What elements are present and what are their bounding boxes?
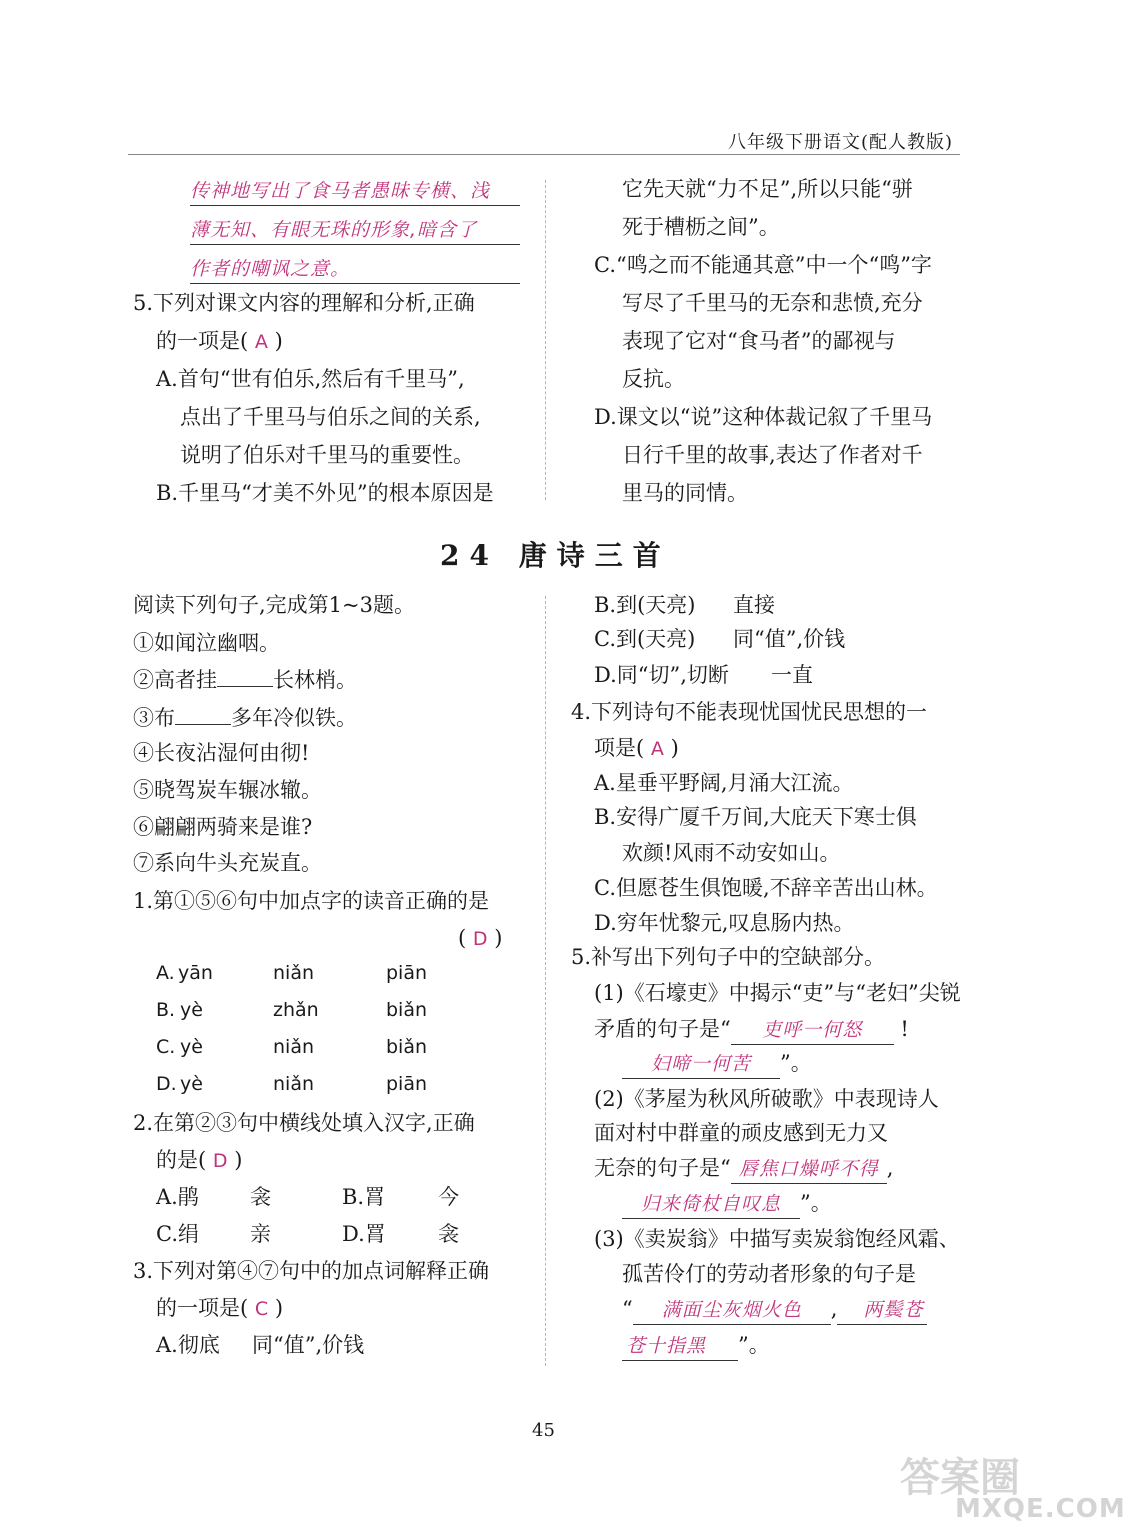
q2-answer: D [212, 1150, 228, 1172]
q5-3-line-3: “ 满面尘灰烟火色 , 两鬓苍 [622, 1296, 927, 1325]
q3-option-b-2: 直接 [733, 593, 775, 617]
q1-answer: D [472, 928, 488, 950]
sentence-7: ⑦系向牛头充炭直。 [133, 851, 322, 875]
q1-option-b-3: biǎn [386, 999, 428, 1021]
q1-option-d-1: yè [180, 1073, 203, 1095]
q3-answer: C [254, 1298, 269, 1320]
q1-option-d-3: piān [386, 1073, 428, 1095]
q5-option-a-line-3: 说明了伯乐对千里马的重要性。 [180, 443, 474, 467]
q5-1-answer-1: 吏呼一何怒 [731, 1017, 894, 1045]
q5-3-answer-2a: 两鬓苍 [837, 1297, 927, 1325]
watermark-brand: 答案圈 [900, 1455, 1020, 1501]
sentence-5: ⑤晓驾炭车辗冰辙。 [133, 778, 322, 802]
q5-2-line-1: (2)《茅屋为秋风所破歌》中表现诗人 [594, 1087, 939, 1111]
q3-option-d: D.同“切”,切断 [594, 663, 729, 687]
q4-option-b-line-2: 欢颜!风雨不动安如山。 [622, 841, 841, 865]
column-divider-top [545, 180, 546, 500]
q5-3-line-1: (3)《卖炭翁》中描写卖炭翁饱经风霜、 [594, 1227, 960, 1251]
q5-fill-stem: 5.补写出下列句子中的空缺部分。 [571, 945, 886, 969]
q3-option-c: C.到(天亮) [594, 627, 696, 651]
option-d-line-2: 日行千里的故事,表达了作者对千 [622, 443, 923, 467]
q1-option-c-2: niǎn [273, 1036, 315, 1058]
q5-2-line-3: 无奈的句子是“ 唇焦口燥呼不得 , [594, 1155, 893, 1184]
q5-2-line-4: 归来倚杖自叹息 ”。 [622, 1190, 832, 1219]
q2-option-d-2: 衾 [438, 1222, 459, 1246]
q4-option-b-line-1: B.安得广厦千万间,大庇天下寒士俱 [594, 805, 917, 829]
option-c-line-3: 表现了它对“食马者”的鄙视与 [622, 329, 896, 353]
q1-answer-bracket: ( D ) [458, 926, 503, 950]
q1-option-d-2: niǎn [273, 1073, 315, 1095]
q1-option-c-1: yè [180, 1036, 203, 1058]
q2-option-c: C.绢 [156, 1222, 199, 1246]
q5-option-a-line-1: A.首句“世有伯乐,然后有千里马”, [156, 367, 465, 391]
q5-option-b: B.千里马“才美不外见”的根本原因是 [156, 481, 494, 505]
q1-option-c-3: biǎn [386, 1036, 428, 1058]
q4-option-d: D.穷年忧黎元,叹息肠内热。 [594, 911, 855, 935]
q4-stem-line-1: 4.下列诗句不能表现忧国忧民思想的一 [571, 700, 928, 724]
q5-1-line-3: 妇啼一何苦 ”。 [622, 1050, 812, 1079]
option-c-line-1: C.“鸣之而不能通其意”中一个“鸣”字 [594, 253, 932, 277]
q5-1-line-1: (1)《石壕吏》中揭示“吏”与“老妇”尖锐 [594, 981, 961, 1005]
q1-option-a-label: A. [156, 962, 175, 984]
q1-option-a-2: niǎn [273, 962, 315, 984]
q2-option-b-2: 今 [438, 1185, 459, 1209]
q5-stem-line-2: 的一项是( A ) [156, 329, 283, 353]
watermark-url: MXQE.COM [955, 1494, 1126, 1524]
handwritten-answer-line-2: 薄无知、有眼无珠的形象,暗含了 [190, 215, 520, 245]
reading-intro: 阅读下列句子,完成第1~3题。 [133, 593, 415, 617]
q2-stem-line-1: 2.在第②③句中横线处填入汉字,正确 [133, 1111, 475, 1135]
option-d-line-3: 里马的同情。 [622, 481, 748, 505]
q3-stem-line-2: 的一项是( C ) [156, 1296, 284, 1320]
q5-1-line-2: 矛盾的句子是“ 吏呼一何怒 ! [594, 1016, 909, 1045]
sentence-2: ②高者挂 长林梢。 [133, 668, 357, 692]
q3-option-a: A.彻底 [156, 1333, 220, 1357]
q5-1-answer-2: 妇啼一何苦 [622, 1051, 780, 1079]
book-header-title: 八年级下册语文(配人教版) [728, 132, 954, 153]
q1-option-b-label: B. [156, 999, 176, 1021]
column-divider-bottom [545, 596, 546, 1366]
q4-option-a: A.星垂平野阔,月涌大江流。 [594, 771, 854, 795]
option-c-line-4: 反抗。 [622, 367, 685, 391]
header-divider [128, 154, 960, 155]
section-title: 24 唐诗三首 [440, 539, 671, 572]
option-d-line-1: D.课文以“说”这种体裁记叙了千里马 [594, 405, 933, 429]
blank-line [175, 704, 231, 725]
sentence-3: ③布 多年冷似铁。 [133, 706, 357, 730]
q3-stem-line-1: 3.下列对第④⑦句中的加点词解释正确 [133, 1259, 490, 1283]
q5-3-line-2: 孤苦伶仃的劳动者形象的句子是 [622, 1262, 916, 1286]
q2-option-a: A.鹃 [156, 1185, 199, 1209]
q5-2-answer-1: 唇焦口燥呼不得 [731, 1156, 887, 1184]
q3-option-a-2: 同“值”,价钱 [252, 1333, 365, 1357]
q5-2-line-2: 面对村中群童的顽皮感到无力又 [594, 1121, 888, 1145]
q5-2-answer-2: 归来倚杖自叹息 [622, 1191, 800, 1219]
q5-option-a-line-2: 点出了千里马与伯乐之间的关系, [180, 405, 481, 429]
q1-option-c-label: C. [156, 1036, 176, 1058]
sentence-1: ①如闻泣幽咽。 [133, 631, 280, 655]
handwritten-answer-line-3: 作者的嘲讽之意。 [190, 254, 520, 284]
q1-option-d-label: D. [156, 1073, 177, 1095]
q3-option-b: B.到(天亮) [594, 593, 696, 617]
sentence-6: ⑥翩翩两骑来是谁? [133, 815, 313, 839]
option-b-cont-line-2: 死于槽枥之间”。 [622, 215, 780, 239]
sentence-4: ④长夜沾湿何由彻! [133, 741, 310, 765]
q1-stem: 1.第①⑤⑥句中加点字的读音正确的是 [133, 889, 490, 913]
q5-3-answer-1: 满面尘灰烟火色 [633, 1297, 831, 1325]
option-c-line-2: 写尽了千里马的无奈和悲愤,充分 [622, 291, 923, 315]
q4-answer: A [650, 738, 664, 760]
q1-option-a-1: yān [178, 962, 213, 984]
q3-option-d-2: 一直 [771, 663, 813, 687]
q2-option-d: D.罥 [342, 1222, 386, 1246]
q2-stem-line-2: 的是( D ) [156, 1148, 243, 1172]
q4-stem-line-2: 项是( A ) [594, 736, 679, 760]
q5-3-line-4: 苍十指黑 ”。 [622, 1332, 770, 1361]
q5-stem-line-1: 5.下列对课文内容的理解和分析,正确 [133, 291, 475, 315]
q2-option-c-2: 亲 [250, 1222, 271, 1246]
q3-option-c-2: 同“值”,价钱 [733, 627, 846, 651]
option-b-cont-line-1: 它先天就“力不足”,所以只能“骈 [622, 177, 913, 201]
q5-3-answer-2b: 苍十指黑 [622, 1333, 738, 1361]
page-number: 45 [532, 1420, 555, 1441]
q4-option-c: C.但愿苍生俱饱暖,不辞辛苦出山林。 [594, 876, 938, 900]
blank-line [217, 666, 273, 687]
q1-option-b-2: zhǎn [273, 999, 319, 1021]
q1-option-a-3: piān [386, 962, 428, 984]
handwritten-answer-line-1: 传神地写出了食马者愚昧专横、浅 [190, 176, 520, 206]
q2-option-b: B.罥 [342, 1185, 386, 1209]
q5-answer: A [254, 331, 268, 353]
q2-option-a-2: 衾 [250, 1185, 271, 1209]
q1-option-b-1: yè [180, 999, 203, 1021]
